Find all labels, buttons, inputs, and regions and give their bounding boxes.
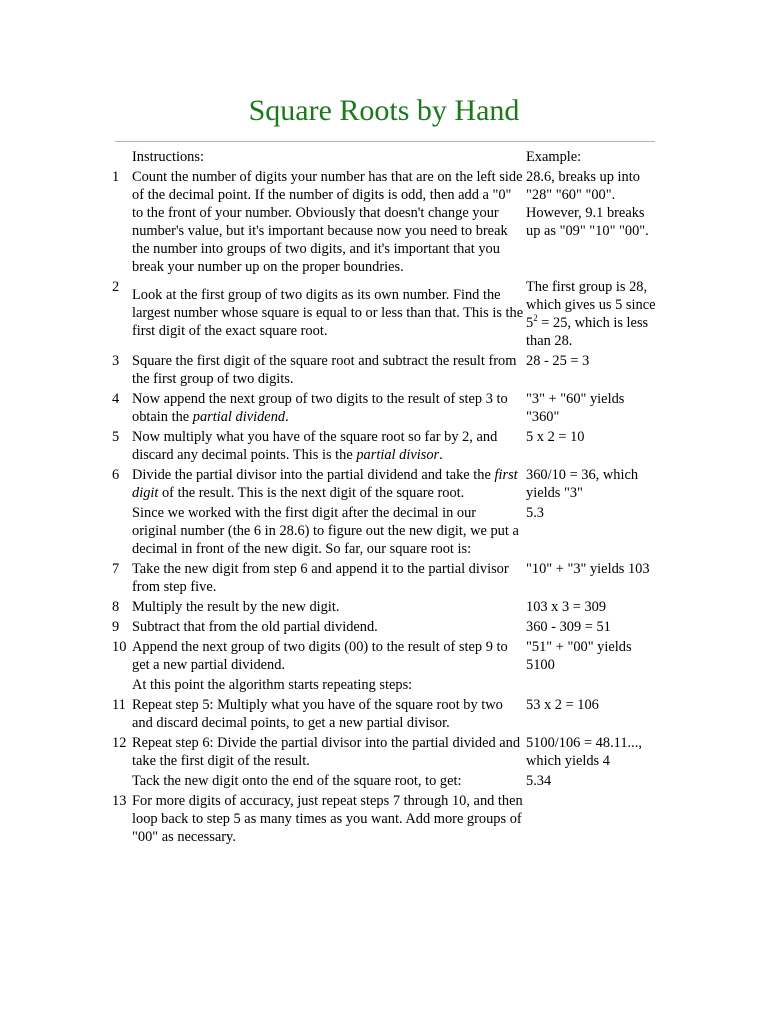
step-example: 5.3 xyxy=(526,505,544,521)
step-example: "3" + "60" yields "360" xyxy=(526,391,625,425)
step-example: 5100/106 = 48.11..., which yields 4 xyxy=(526,735,642,769)
step-number: 6 xyxy=(112,467,120,483)
step-number: 1 xyxy=(112,169,120,185)
step-instruction xyxy=(132,466,524,502)
table-row xyxy=(112,428,658,464)
step-example: 360 - 309 = 51 xyxy=(526,619,611,635)
step-example: 53 x 2 = 106 xyxy=(526,697,599,713)
step-number: 5 xyxy=(112,429,120,445)
step-number: 8 xyxy=(112,599,120,615)
table-row xyxy=(112,734,658,770)
instruction-text: . xyxy=(285,409,289,425)
step-instruction: Append the next group of two digits (00) to the result of step 9 to get a new partial dividend. xyxy=(132,639,508,673)
emphasis-term: partial dividend xyxy=(192,409,286,425)
table-row xyxy=(112,278,658,350)
step-instruction: Repeat step 5: Multiply what you have of the square root by two and discard decimal points, to get a new partial divisor. xyxy=(132,697,503,731)
emphasis-term: partial divisor xyxy=(356,447,440,463)
step-instruction: Count the number of digits your number has that are on the left side of the decimal point. If the number of digits is odd, then add a "0" to the front of your number. Obviously that doesn't change your number's value, but it's important because now you need to break the number into groups of two digits, and it's important that you break your number up on the proper boundries. xyxy=(132,169,523,275)
table-row xyxy=(112,618,658,636)
step-number xyxy=(112,772,130,790)
header-row xyxy=(112,148,658,166)
instruction-text: of the result. This is the next digit of the square root. xyxy=(158,485,465,501)
emphasis-term: first digit xyxy=(132,467,518,501)
instruction-text: Divide the partial divisor into the partial dividend and take the xyxy=(132,467,495,483)
step-example: 103 x 3 = 309 xyxy=(526,599,607,615)
step-instruction: Multiply the result by the new digit. xyxy=(132,599,340,615)
step-instruction: For more digits of accuracy, just repeat steps 7 through 10, and then loop back to step 5 as many times as you want. Add more groups of "00" as necessary. xyxy=(132,793,523,845)
step-number xyxy=(112,676,130,694)
step-example: 28 - 25 = 3 xyxy=(526,353,590,369)
step-instruction: Repeat step 6: Divide the partial divisor into the partial divided and take the first digit of the result. xyxy=(132,735,521,769)
instruction-text: . xyxy=(439,447,443,463)
step-example xyxy=(526,676,658,694)
step-number: 11 xyxy=(112,697,126,713)
table-row xyxy=(112,598,658,616)
superscript: 2 xyxy=(533,313,538,324)
step-instruction: Since we worked with the first digit after the decimal in our original number (the 6 in 28.6) to figure out the new digit, we put a decimal in front of the new digit. So far, our square root is: xyxy=(132,505,519,557)
example-text: = 25, which is less than 28. xyxy=(526,315,649,349)
horizontal-rule xyxy=(115,141,655,142)
step-example: "10" + "3" yields 103 xyxy=(526,561,650,577)
table-row xyxy=(112,638,658,674)
table-row xyxy=(112,676,658,694)
table-row xyxy=(112,772,658,790)
table-row xyxy=(112,560,658,596)
step-number: 3 xyxy=(112,353,120,369)
step-number: 4 xyxy=(112,391,120,407)
step-example: 360/10 = 36, which yields "3" xyxy=(526,467,639,501)
header-instructions: Instructions: xyxy=(132,149,204,165)
step-instruction xyxy=(132,390,524,426)
step-example xyxy=(526,792,658,846)
step-example: 5 x 2 = 10 xyxy=(526,429,585,445)
step-number: 13 xyxy=(112,793,127,809)
step-number xyxy=(112,504,130,558)
instruction-text: Now multiply what you have of the square root so far by 2, and discard any decimal points. This is the xyxy=(132,429,498,463)
table-row xyxy=(112,352,658,388)
step-instruction: At this point the algorithm starts repeating steps: xyxy=(132,677,413,693)
step-instruction xyxy=(132,428,524,464)
step-instruction: Square the first digit of the square root and subtract the result from the first group of two digits. xyxy=(132,353,517,387)
step-number: 12 xyxy=(112,735,127,751)
header-num xyxy=(112,148,130,166)
step-example: 5.34 xyxy=(526,773,552,789)
instruction-text: Now append the next group of two digits to the result of step 3 to obtain the xyxy=(132,391,508,425)
table-row xyxy=(112,390,658,426)
table-row xyxy=(112,168,658,276)
steps-table xyxy=(110,146,660,848)
header-example: Example: xyxy=(526,149,582,165)
step-example: "51" + "00" yields 5100 xyxy=(526,639,632,673)
step-instruction: Subtract that from the old partial dividend. xyxy=(132,619,378,635)
example-text: The first group is 28, which gives us 5 since 5 xyxy=(526,279,656,331)
step-instruction: Look at the first group of two digits as its own number. Find the largest number whose square is equal to or less than that. This is the first digit of the exact square root. xyxy=(132,287,524,339)
table-row xyxy=(112,504,658,558)
step-instruction: Tack the new digit onto the end of the square root, to get: xyxy=(132,773,462,789)
step-example xyxy=(526,278,658,350)
table-row xyxy=(112,466,658,502)
step-number: 2 xyxy=(112,279,120,295)
step-instruction: Take the new digit from step 6 and append it to the partial divisor from step five. xyxy=(132,561,509,595)
step-number: 9 xyxy=(112,619,120,635)
step-number: 10 xyxy=(112,639,127,655)
table-row xyxy=(112,696,658,732)
step-example: 28.6, breaks up into "28" "60" "00". However, 9.1 breaks up as "09" "10" "00". xyxy=(526,169,649,239)
table-row xyxy=(112,792,658,846)
page-title: Square Roots by Hand xyxy=(248,94,520,127)
step-number: 7 xyxy=(112,561,120,577)
